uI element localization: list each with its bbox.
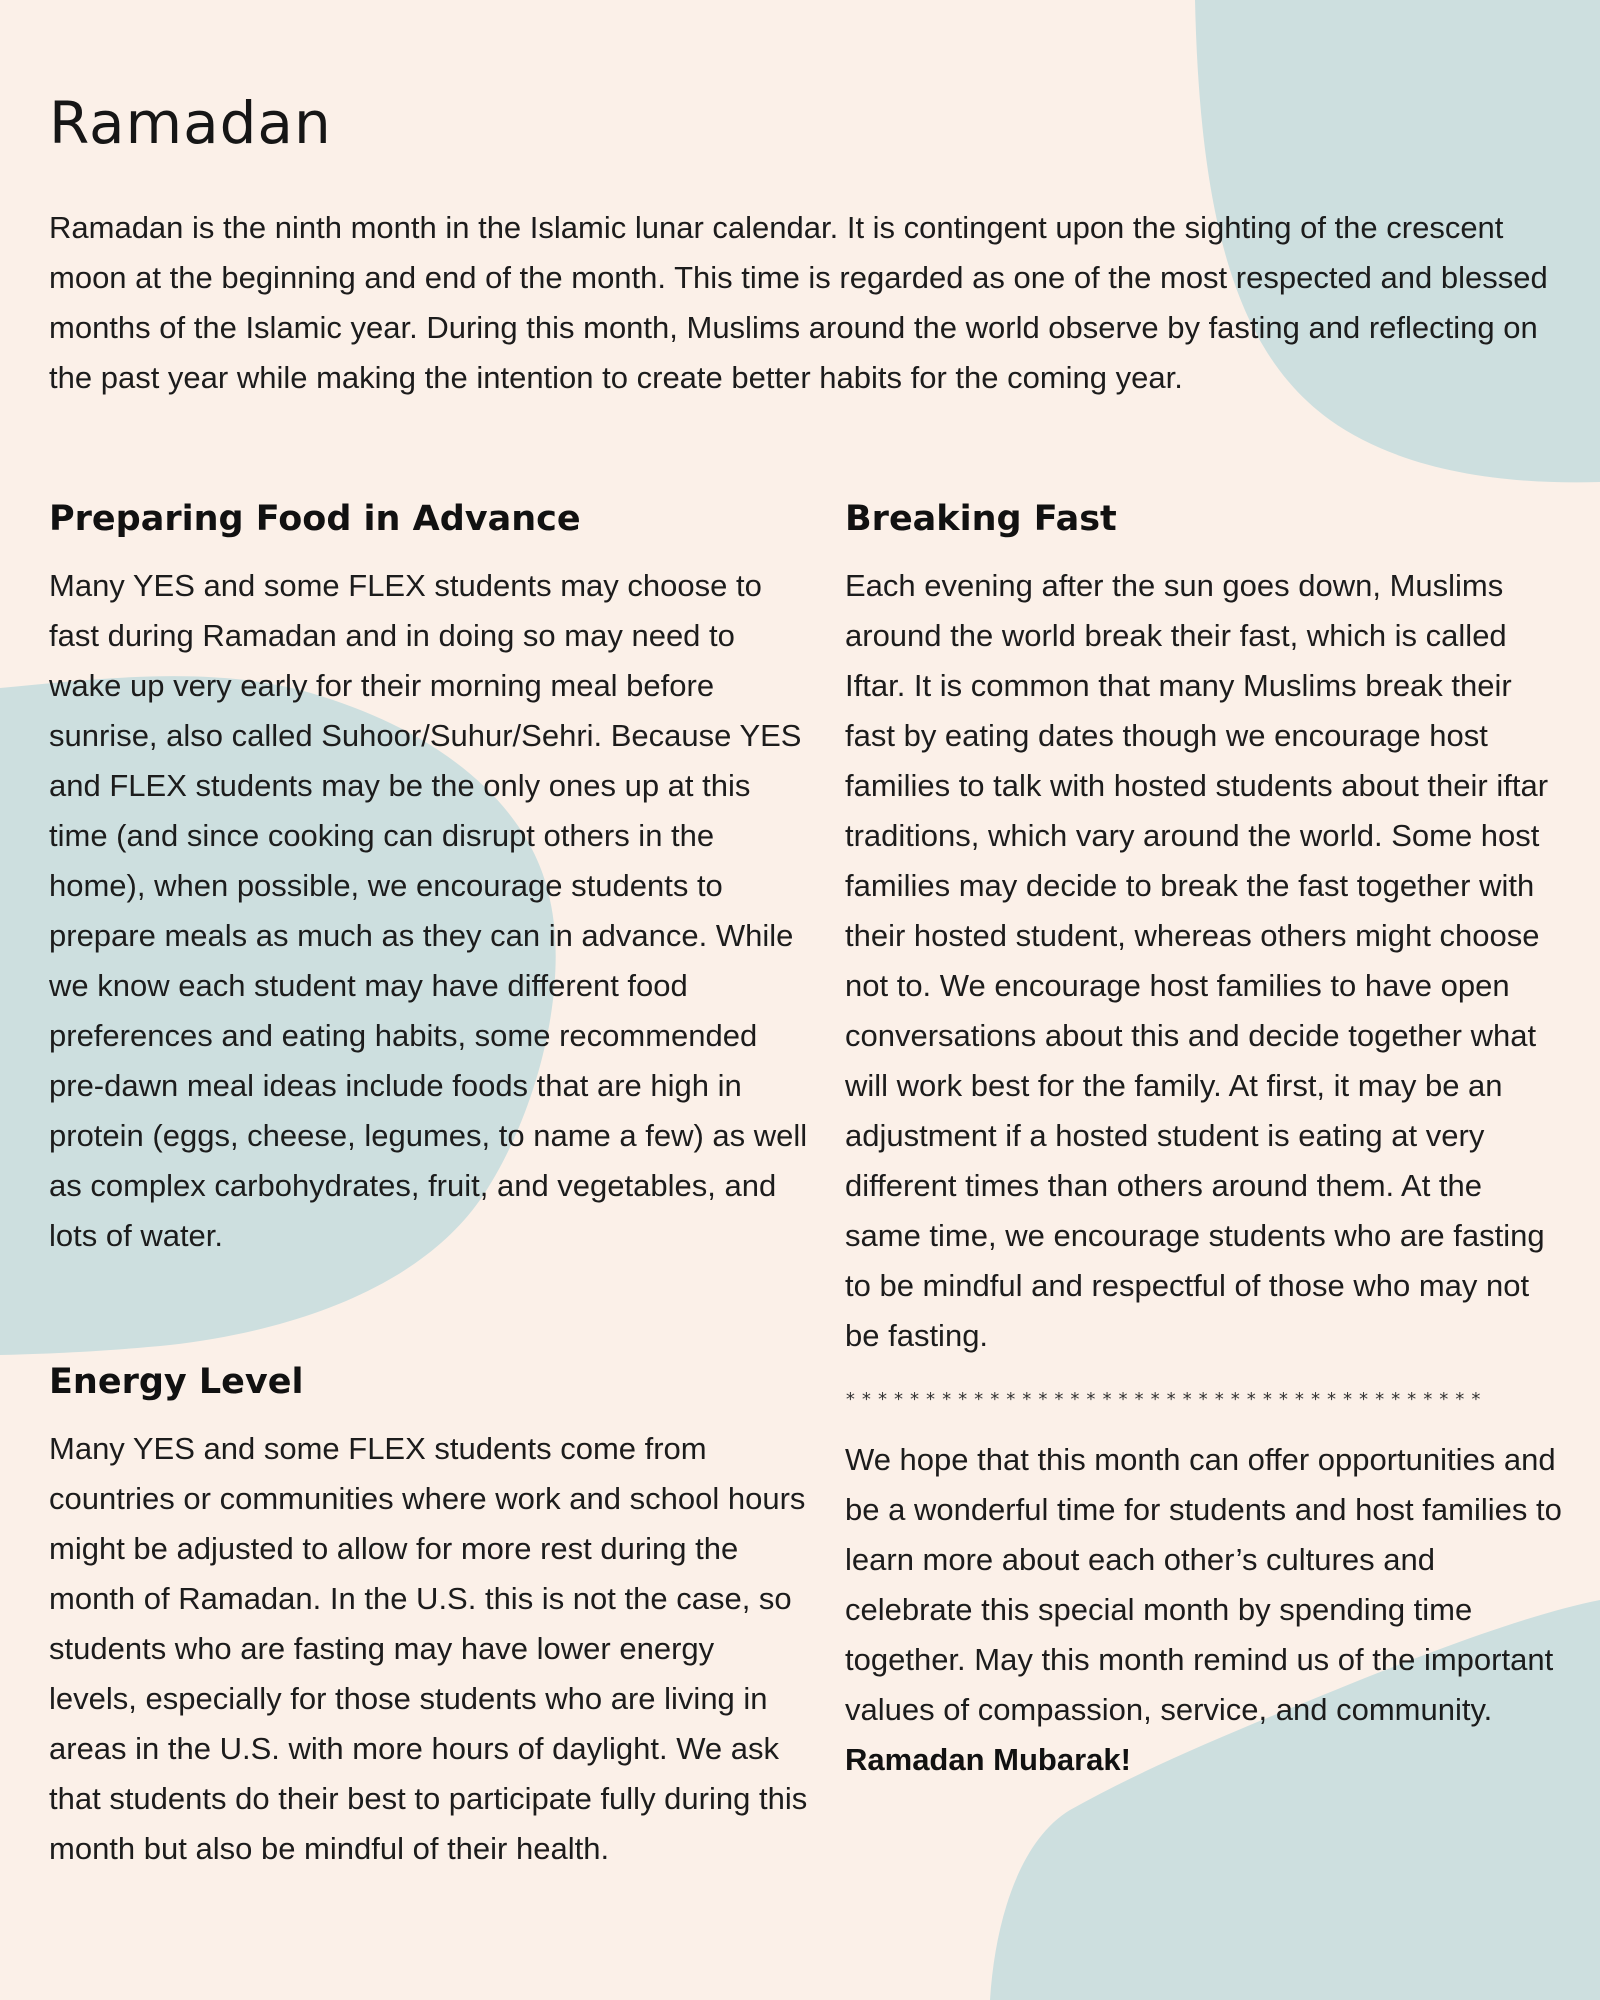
- closing-signoff: Ramadan Mubarak!: [845, 1742, 1131, 1777]
- asterisk-divider: ****************************************: [845, 1389, 1487, 1410]
- section-preparing-food: [49, 494, 809, 1261]
- section-heading: Breaking Fast: [845, 499, 1117, 539]
- intro-paragraph: Ramadan is the ninth month in the Islamic lunar calendar. It is contingent upon the sighting of the crescent moon at the beginning and end of the month. This time is regarded as one of the most respected and blessed months of the Islamic year. During this month, Muslims around the world observe by fasting and reflecting on the past year while making the intention to create better habits for the coming year.: [49, 210, 1548, 395]
- section-energy-level: [49, 1357, 809, 1874]
- section-body: Each evening after the sun goes down, Muslims around the world break their fast, which is called Iftar. It is common that many Muslims break their fast by eating dates though we encourage host families to talk with hosted students about their iftar traditions, which vary around the world. Some host families may decide to break the fast together with their hosted student, whereas others might choose not to. We encourage host families to have open conversations about this and decide together what will work best for the family. At first, it may be an adjustment if a hosted student is eating at very different times than others around them. At the same time, we encourage students who are fasting to be mindful and respectful of those who may not be fasting.: [845, 568, 1549, 1353]
- section-body: Many YES and some FLEX students come from countries or communities where work and school hours might be adjusted to allow for more rest during the month of Ramadan. In the U.S. this is not the case, so students who are fasting may have lower energy levels, especially for those students who are living in areas in the U.S. with more hours of daylight. We ask that students do their best to participate fully during this month but also be mindful of their health.: [49, 1431, 808, 1866]
- section-heading: Energy Level: [49, 1362, 304, 1402]
- section-body: Many YES and some FLEX students may choose to fast during Ramadan and in doing so may need to wake up very early for their morning meal before sunrise, also called Suhoor/Suhur/Sehri. Because YES and FLEX students may be the only ones up at this time (and since cooking can disrupt others in the home), when possible, we encourage students to prepare meals as much as they can in advance. While we know each student may have different food preferences and eating habits, some recommended pre-dawn meal ideas include foods that are high in protein (eggs, cheese, legumes, to name a few) as well as complex carbohydrates, fruit, and vegetables, and lots of water.: [49, 568, 808, 1253]
- page-title: Ramadan: [49, 89, 332, 157]
- closing-paragraph: We hope that this month can offer opportunities and be a wonderful time for students and host families to learn more about each other’s cultures and celebrate this special month by spending time together. May this month remind us of the important values of compassion, service, and community.: [845, 1442, 1562, 1727]
- section-heading: Preparing Food in Advance: [49, 499, 581, 539]
- section-breaking-fast: [845, 494, 1565, 1785]
